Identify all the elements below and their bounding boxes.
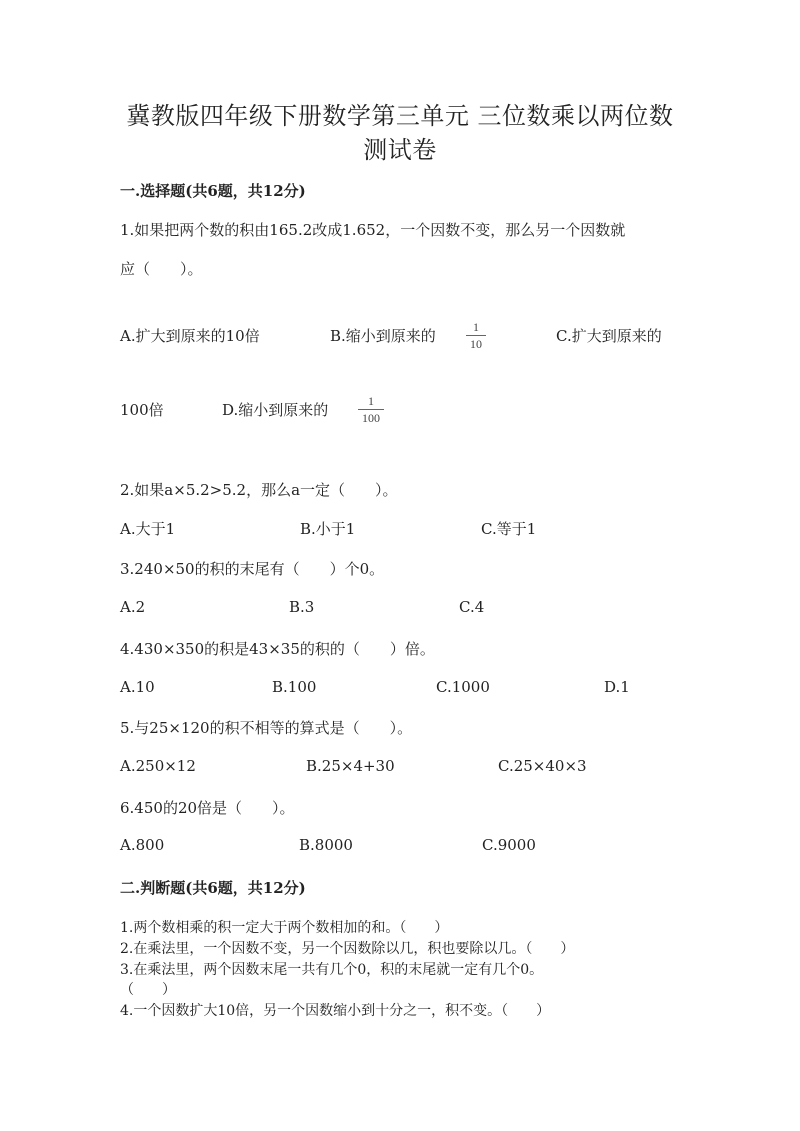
question-5-option-b[interactable]: B.25×4+30 [306, 757, 395, 775]
question-4-stem: 4.430×350的积是43×35的积的（ ）倍。 [120, 640, 435, 658]
question-5-option-c[interactable]: C.25×40×3 [498, 757, 587, 775]
judgement-item-4: 4.一个因数扩大10倍，另一个因数缩小到十分之一，积不变。（ ） [120, 1003, 551, 1019]
fraction-denominator: 10 [470, 337, 482, 351]
section-heading-judgement: 二.判断题(共6题，共12分) [120, 879, 306, 897]
question-1-option-d[interactable]: D.缩小到原来的 [222, 401, 329, 419]
question-1-option-a[interactable]: A.扩大到原来的10倍 [120, 327, 260, 345]
fraction-numerator: 1 [368, 394, 374, 408]
question-6-option-c[interactable]: C.9000 [482, 836, 536, 854]
question-5-stem: 5.与25×120的积不相等的算式是（ ）。 [120, 719, 413, 737]
question-2-stem: 2.如果a×5.2>5.2，那么a一定（ ）。 [120, 481, 398, 499]
question-4-option-a[interactable]: A.10 [120, 678, 155, 696]
question-4-option-c[interactable]: C.1000 [436, 678, 490, 696]
section-heading-choice: 一.选择题(共6题，共12分) [120, 182, 306, 200]
judgement-item-3-bracket[interactable]: （ ） [120, 982, 176, 998]
question-3-stem: 3.240×50的积的末尾有（ ）个0。 [120, 560, 385, 578]
question-6-stem: 6.450的20倍是（ ）。 [120, 799, 295, 817]
question-3-option-b[interactable]: B.3 [289, 598, 315, 616]
question-1-option-b-fraction [466, 320, 486, 351]
question-1-option-d-fraction [358, 394, 384, 425]
question-2-option-c[interactable]: C.等于1 [481, 520, 537, 538]
question-5-option-a[interactable]: A.250×12 [120, 757, 196, 775]
page-title-line1: 冀教版四年级下册数学第三单元 三位数乘以两位数 [126, 102, 674, 130]
fraction-denominator: 100 [362, 411, 380, 425]
question-1-stem-cont: 应（ ）。 [120, 260, 203, 278]
question-6-option-b[interactable]: B.8000 [299, 836, 353, 854]
question-4-option-d[interactable]: D.1 [604, 678, 630, 696]
judgement-item-2: 2.在乘法里，一个因数不变，另一个因数除以几，积也要除以几。（ ） [120, 941, 575, 957]
question-1-option-c[interactable]: C.扩大到原来的 [556, 327, 662, 345]
question-2-option-b[interactable]: B.小于1 [300, 520, 356, 538]
question-1-stem: 1.如果把两个数的积由165.2改成1.652，一个因数不变，那么另一个因数就 [120, 221, 626, 239]
question-1-option-b[interactable]: B.缩小到原来的 [330, 327, 436, 345]
page-title-line2: 测试卷 [363, 136, 437, 164]
question-4-option-b[interactable]: B.100 [272, 678, 317, 696]
question-3-option-a[interactable]: A.2 [120, 598, 146, 616]
judgement-item-3: 3.在乘法里，两个因数末尾一共有几个0，积的末尾就一定有几个0。 [120, 962, 544, 978]
judgement-item-1: 1.两个数相乘的积一定大于两个数相加的和。（ ） [120, 920, 449, 936]
question-6-option-a[interactable]: A.800 [120, 836, 165, 854]
fraction-numerator: 1 [473, 320, 479, 334]
question-2-option-a[interactable]: A.大于1 [120, 520, 176, 538]
question-1-option-c-cont: 100倍 [120, 401, 164, 419]
question-3-option-c[interactable]: C.4 [459, 598, 485, 616]
